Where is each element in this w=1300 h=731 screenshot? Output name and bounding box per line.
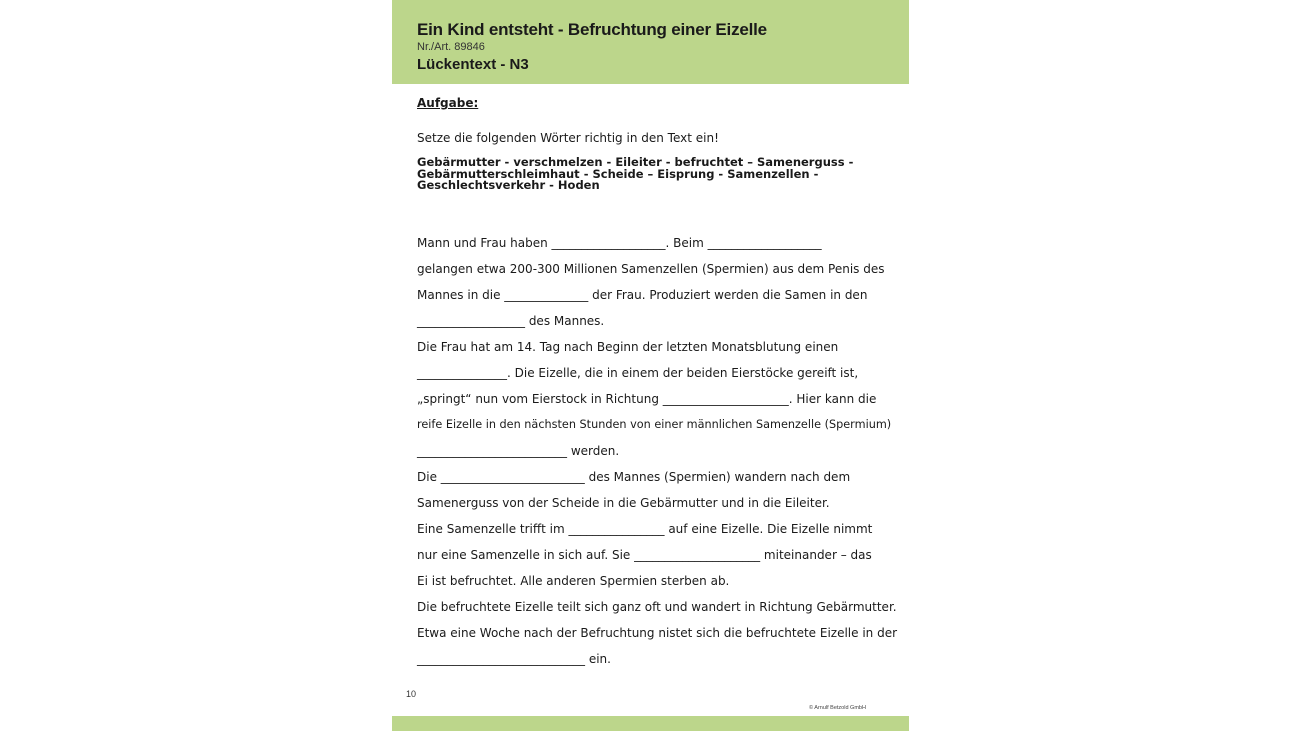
text-line: Mannes in die ______________ der Frau. Produziert werden die Samen in den <box>417 288 868 302</box>
text-line: Mann und Frau haben ___________________. Beim ___________________ <box>417 236 822 250</box>
text-line: Samenerguss von der Scheide in die Gebärmutter und in die Eileiter. <box>417 496 830 510</box>
text-line: _______________. Die Eizelle, die in einem der beiden Eierstöcke gereift ist, <box>417 366 859 380</box>
page-title: Ein Kind entsteht - Befruchtung einer Eizelle <box>417 20 767 39</box>
text-line: _________________________ werden. <box>417 444 620 458</box>
text-line: Die ________________________ des Mannes (Spermien) wandern nach dem <box>417 470 851 484</box>
text-line: nur eine Samenzelle in sich auf. Sie _____________________ miteinander – das <box>417 548 872 562</box>
text-line: ____________________________ ein. <box>417 652 611 666</box>
cloze-text <box>417 233 897 675</box>
text-line: reife Eizelle in den nächsten Stunden von einer männlichen Samenzelle (Spermium) <box>417 418 892 431</box>
header-banner <box>392 0 909 84</box>
page-subtitle: Lückentext - N3 <box>417 56 529 73</box>
text-line: Ei ist befruchtet. Alle anderen Spermien sterben ab. <box>417 574 730 588</box>
page-number: 10 <box>406 689 417 699</box>
footer-banner <box>392 716 909 731</box>
word-bank-line: Gebärmutterschleimhaut - Scheide – Eisprung - Samenzellen - <box>417 166 819 181</box>
article-number: Nr./Art. 89846 <box>417 41 485 53</box>
text-line: Etwa eine Woche nach der Befruchtung nistet sich die befruchtete Eizelle in der <box>417 626 898 640</box>
copyright-notice: © Arnulf Betzold GmbH <box>809 705 866 711</box>
text-line: __________________ des Mannes. <box>417 314 605 328</box>
text-line: Die befruchtete Eizelle teilt sich ganz oft und wandert in Richtung Gebärmutter. <box>417 600 897 614</box>
text-line: gelangen etwa 200-300 Millionen Samenzellen (Spermien) aus dem Penis des <box>417 262 885 276</box>
worksheet-page <box>392 0 909 731</box>
word-bank <box>417 157 887 192</box>
text-line: Eine Samenzelle trifft im ________________ auf eine Eizelle. Die Eizelle nimmt <box>417 522 873 536</box>
text-line: Die Frau hat am 14. Tag nach Beginn der letzten Monatsblutung einen <box>417 340 839 354</box>
text-line: „springt“ nun vom Eierstock in Richtung _____________________. Hier kann die <box>417 392 877 406</box>
task-instruction: Setze die folgenden Wörter richtig in den Text ein! <box>417 131 719 145</box>
task-label: Aufgabe: <box>417 96 479 110</box>
word-bank-line: Gebärmutter - verschmelzen - Eileiter - befruchtet – Samenerguss - <box>417 155 854 169</box>
word-bank-line: Geschlechtsverkehr - Hoden <box>417 178 600 192</box>
